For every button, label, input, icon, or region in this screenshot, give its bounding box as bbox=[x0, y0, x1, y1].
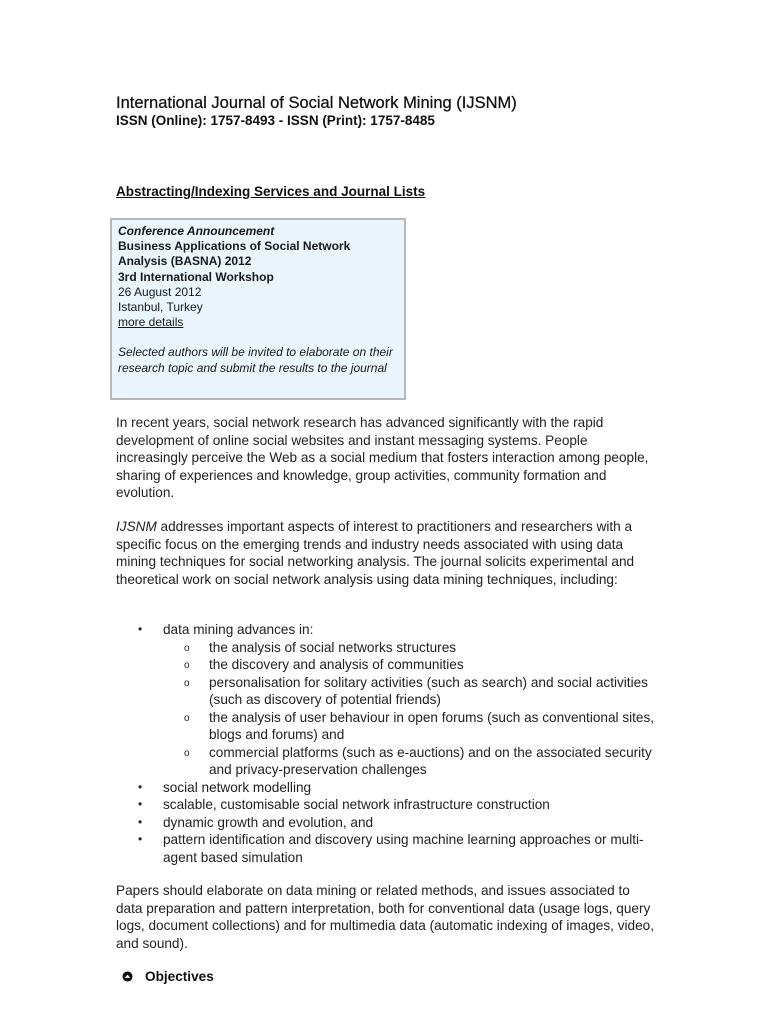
list-item bbox=[116, 796, 656, 814]
conference-announcement-box bbox=[110, 218, 406, 400]
list-item bbox=[116, 621, 656, 639]
event-date: 26 August 2012 bbox=[118, 284, 202, 299]
journal-page bbox=[116, 93, 656, 984]
list-item bbox=[116, 814, 656, 832]
topics-list bbox=[116, 621, 656, 866]
objectives-label[interactable]: Objectives bbox=[145, 969, 214, 984]
scope-paragraph bbox=[116, 518, 656, 588]
bullet-icon: • bbox=[138, 622, 143, 636]
bullet-icon: • bbox=[138, 832, 143, 846]
event-location: Istanbul, Turkey bbox=[118, 300, 203, 315]
sub-list-item bbox=[116, 744, 656, 779]
papers-paragraph: Papers should elaborate on data mining or related methods, and issues associated to data preparation and pattern interpretation, both for conventional data (usage logs, query logs, document collections) and for multimedia data (automatic indexing of images, video, and sound). bbox=[116, 883, 654, 951]
sub-list-item bbox=[116, 639, 656, 657]
sub-list-item-text: the analysis of user behaviour in open forums (such as conventional sites, blogs and forums) and bbox=[209, 709, 655, 742]
list-item bbox=[116, 779, 656, 797]
circle-bullet-icon: o bbox=[184, 747, 190, 759]
sub-list-item-text: commercial platforms (such as e-auctions) and on the associated security and privacy-preservation challenges bbox=[209, 744, 652, 777]
announcement-note: Selected authors will be invited to elaborate on their research topic and submit the results to the journal bbox=[118, 345, 393, 375]
collapse-up-circle-icon[interactable] bbox=[122, 971, 133, 982]
bullet-icon: • bbox=[138, 797, 143, 811]
more-details-link[interactable]: more details bbox=[118, 315, 184, 330]
list-item bbox=[116, 831, 656, 866]
sub-list-item bbox=[116, 709, 656, 744]
sub-list-item-text: the analysis of social networks structures bbox=[209, 639, 457, 655]
bullet-icon: • bbox=[138, 779, 143, 794]
circle-bullet-icon: o bbox=[184, 712, 190, 724]
event-name-line2: Analysis (BASNA) 2012 bbox=[118, 254, 252, 269]
circle-bullet-icon: o bbox=[184, 642, 190, 654]
journal-abbrev: IJSNM bbox=[116, 519, 157, 534]
sub-list-item-text: the discovery and analysis of communities bbox=[209, 657, 464, 672]
sub-list-item bbox=[116, 656, 656, 674]
journal-title: International Journal of Social Network Mining (IJSNM) bbox=[116, 94, 517, 112]
list-item-text: scalable, customisable social network infrastructure construction bbox=[163, 797, 550, 812]
sub-list-item-text: personalisation for solitary activities (such as search) and social activities (such as discovery of potential friends) bbox=[209, 674, 648, 707]
list-item-text: data mining advances in: bbox=[163, 622, 314, 637]
abstracting-indexing-link[interactable]: Abstracting/Indexing Services and Journal Lists bbox=[116, 184, 426, 199]
objectives-section-toggle[interactable] bbox=[122, 969, 214, 984]
list-item-text: social network modelling bbox=[163, 779, 312, 795]
bullet-icon: • bbox=[138, 814, 143, 829]
circle-bullet-icon: o bbox=[184, 677, 190, 689]
event-name-line1: Business Applications of Social Network bbox=[118, 239, 351, 254]
scope-text: addresses important aspects of interest to practitioners and researchers with a specific focus on the emerging trends and industry needs associated with using data mining techniques for social networking analysis. The journal solicits experimental and theoretical work on social network analysis using data mining techniques, including: bbox=[116, 519, 635, 587]
sub-list-item bbox=[116, 674, 656, 709]
intro-paragraph: In recent years, social network research has advanced significantly with the rapid development of online social websites and instant messaging systems. People increasingly perceive the Web as a social medium that fosters interaction among people, sharing of experiences and knowledge, group activities, community formation and evolution. bbox=[116, 415, 649, 500]
announcement-heading: Conference Announcement bbox=[118, 224, 275, 238]
workshop-label: 3rd International Workshop bbox=[118, 269, 274, 284]
circle-bullet-icon: o bbox=[184, 660, 190, 671]
issn-line: ISSN (Online): 1757-8493 - ISSN (Print): 1757-8485 bbox=[116, 113, 435, 128]
list-item-text: dynamic growth and evolution, and bbox=[163, 814, 374, 830]
list-item-text: pattern identification and discovery using machine learning approaches or multi-agent based simulation bbox=[163, 832, 644, 865]
